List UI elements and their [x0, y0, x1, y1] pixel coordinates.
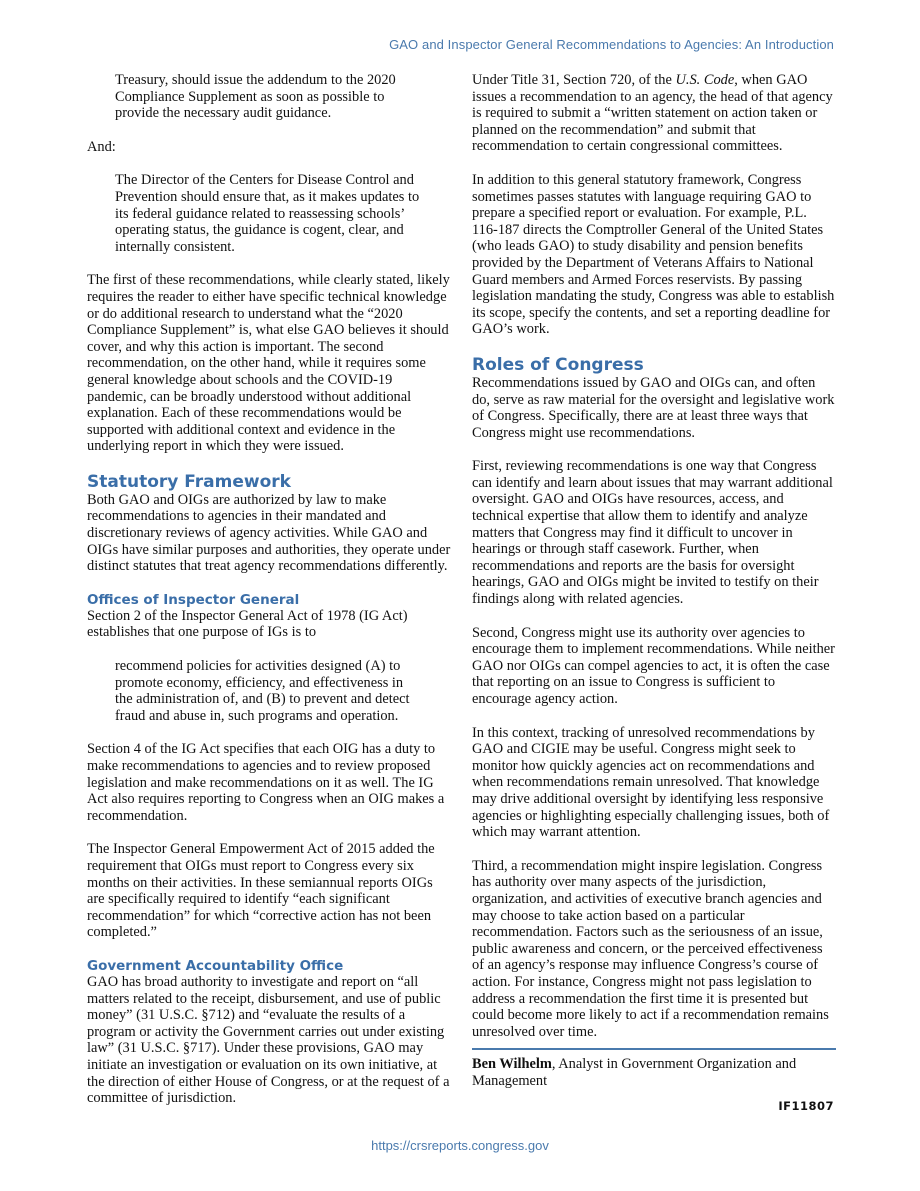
document-id: IF11807	[778, 1099, 834, 1113]
heading-offices-of-inspector-general: Offices of Inspector General	[87, 591, 300, 608]
paragraph-roles-context: In this context, tracking of unresolved recommendations by GAO and CIGIE may be useful. Congress might seek to monitor how quickly agencies act on recommendations and when recommendations remain unresolved. That knowledge may drive additional oversight by identifying less responsive agencies or highlighting especially challenging issues, both of which may warrant attention.	[472, 724, 830, 841]
quote-ig-act-purpose: recommend policies for activities designed (A) to promote economy, efficiency, and effectiveness in the administration of, and (B) to prevent and detect fraud and abuse in, such programs and operation.	[115, 658, 410, 724]
paragraph-gao-authority: GAO has broad authority to investigate and report on “all matters related to the receipt, disbursement, and use of public money” (31 U.S.C. §712) and “evaluate the results of a program or activity the Government carries out under existing law” (31 U.S.C. §717). Under these provisions, GAO may initiate an investigation or evaluation on its own initiative, at the direction of either House of Congress, or at the request of a committee of jurisdiction.	[87, 973, 450, 1107]
and-connector: And:	[87, 138, 116, 155]
paragraph-roles-third: Third, a recommendation might inspire legislation. Congress has authority over many aspects of the jurisdiction, organization, and activities of executive branch agencies and may choose to take action based on a particular recommendation. Factors such as the seriousness of an issue, public awareness and concern, or the perceived effectiveness of an agency’s response may influence Congress’s course of action. For instance, Congress might not pass legislation to address a recommendation the first time it is presented but could become more likely to act if a recommendation remains unresolved over time.	[472, 857, 829, 1040]
paragraph-roles-first: First, reviewing recommendations is one way that Congress can identify and learn about issues that may warrant additional oversight. GAO and OIGs have resources, access, and technical expertise that allow them to identify and analyze matters that Congress may find it difficult to uncover in hearings or through staff casework. Further, when recommendations and reports are the basis for oversight hearings, GAO and OIGs might be invited to testify on their findings along with related agencies.	[472, 458, 833, 608]
title31-text-a: Under Title 31, Section 720, of the	[472, 72, 676, 88]
paragraph-roles-intro: Recommendations issued by GAO and OIGs can, and often do, serve as raw material for the oversight and legislative work of Congress. Specifically, there are at least three ways that Congress might use recommendations.	[472, 374, 835, 441]
author-divider	[472, 1048, 836, 1050]
heading-government-accountability-office: Government Accountability Office	[87, 957, 344, 974]
quote-treasury-recommendation: Treasury, should issue the addendum to the 2020 Compliance Supplement as soon as possible to provide the necessary audit guidance.	[115, 72, 396, 122]
heading-statutory-framework: Statutory Framework	[87, 471, 291, 492]
author-line	[472, 1056, 836, 1089]
running-header: GAO and Inspector General Recommendations to Agencies: An Introduction	[389, 37, 834, 52]
quote-cdc-recommendation: The Director of the Centers for Disease Control and Prevention should ensure that, as it makes updates to its federal guidance related to reassessing schools’ operating status, the guidance is cogent, clear, and internally consistent.	[115, 172, 420, 255]
us-code-italic: U.S. Code	[675, 72, 735, 88]
paragraph-ig-empowerment-act: The Inspector General Empowerment Act of 2015 added the requirement that OIGs must report to Congress every six months on their activities. In these semiannual reports OIGs are specifically required to identify “each significant recommendation” for which “corrective action has not been completed.”	[87, 841, 435, 941]
paragraph-first-recommendations: The first of these recommendations, while clearly stated, likely requires the reader to either have specific technical knowledge or do additional research to understand what the “2020 Compliance Supplement” is, what else GAO believes it should cover, and why this action is important. The second recommendation, on the other hand, while it requires some general knowledge about schools and the COVID-19 pandemic, can be broadly understood without additional explanation. Each of these recommendations would be supported with additional context and evidence in the underlying report in which they were issued.	[87, 272, 450, 455]
paragraph-ig-act-section2: Section 2 of the Inspector General Act of 1978 (IG Act) establishes that one purpose of IGs is to	[87, 607, 408, 641]
paragraph-ig-act-section4: Section 4 of the IG Act specifies that each OIG has a duty to make recommendations to agencies and to review proposed legislation and make recommendations on it as well. The IG Act also requires reporting to Congress when an OIG makes a recommendation.	[87, 741, 445, 824]
paragraph-statutory-framework: Both GAO and OIGs are authorized by law to make recommendations to agencies in their mandated and discretionary reviews of agency activities. While GAO and OIGs have similar purposes and authorities, they operate under distinct statutes that treat agency recommendations differently.	[87, 491, 451, 575]
author-name: Ben Wilhelm	[472, 1056, 552, 1073]
paragraph-statutory-addition: In addition to this general statutory framework, Congress sometimes passes statutes with language requiring GAO to prepare a specified report or evaluation. For example, P.L. 116-187 directs the Comptroller General of the United States (who leads GAO) to study disability and pension benefits provided by the Department of Veterans Affairs to National Guard members and Armed Forces reservists. By passing legislation mandating the study, Congress was able to establish its scope, specify the contents, and set a reporting deadline for GAO’s work.	[472, 171, 835, 338]
right-column	[472, 72, 836, 1089]
title31-text-b: , when GAO issues a recommendation to an agency, the head of that agency is required to submit a “written statement on action taken or planned on the recommendation” and submit that recommendation to certain congressional committees.	[472, 72, 833, 155]
author-role: , Analyst in Government Organization and Management	[472, 1056, 797, 1089]
paragraph-title31	[472, 72, 836, 155]
heading-roles-of-congress: Roles of Congress	[472, 354, 644, 375]
paragraph-roles-second: Second, Congress might use its authority over agencies to encourage them to implement recommendations. While neither GAO nor OIGs can compel agencies to act, it is often the case that reporting on an issue to Congress is sufficient to encourage agency action.	[472, 624, 835, 707]
footer-url-link[interactable]: https://crsreports.congress.gov	[371, 1138, 549, 1153]
left-column	[87, 72, 451, 1107]
